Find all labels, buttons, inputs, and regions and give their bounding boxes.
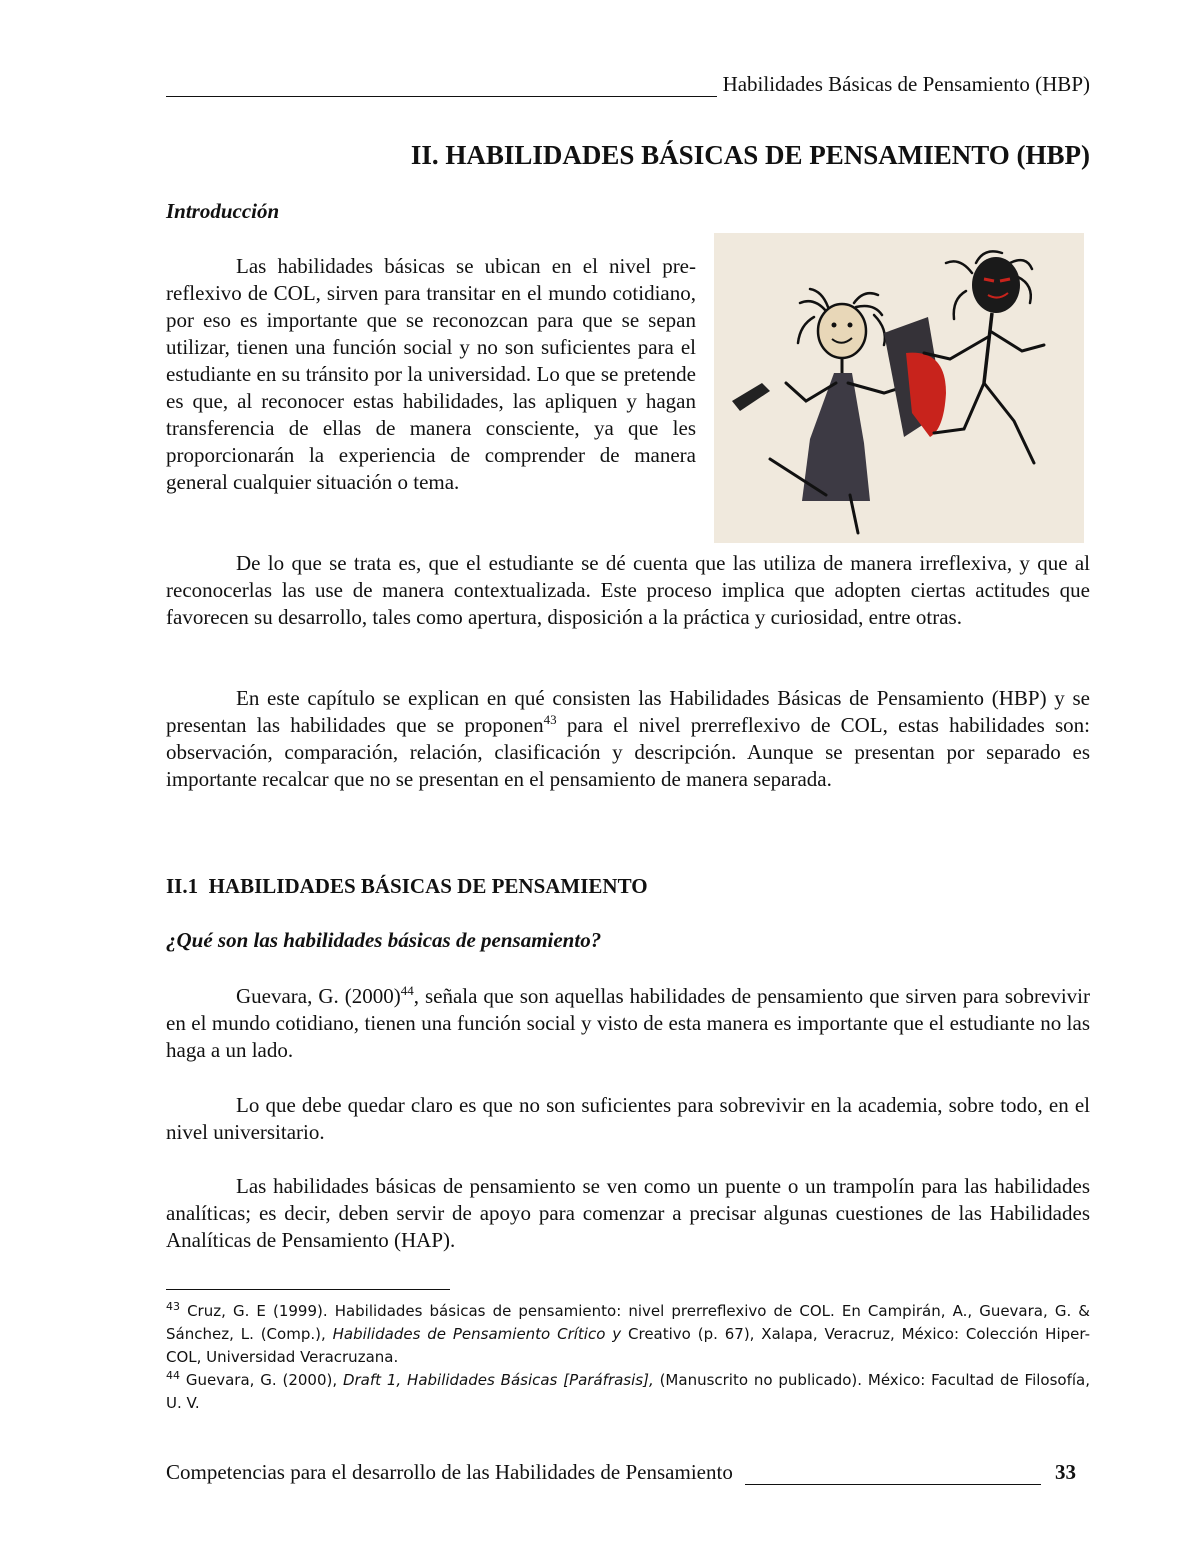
footer-title: Competencias para el desarrollo de las Habilidades de Pensamiento — [166, 1460, 733, 1484]
footnote-44 — [166, 1369, 1090, 1415]
paragraph-6: Las habilidades básicas de pensamiento se ven como un puente o un trampolín para las habilidades analíticas; es decir, deben servir de apoyo para comenzar a precisar algunas cuestiones de las Habilidades Analíticas de Pensamiento (HAP). — [166, 1174, 1090, 1252]
footnote-ref-43[interactable]: 43 — [543, 712, 557, 727]
footnote-text-cont: Creativo (p. 67), Xalapa, Veracruz, México: Colección Hiper-COL, Universidad Veracruzana. — [166, 1325, 1090, 1366]
footnote-title: Draft 1, Habilidades Básicas [Paráfrasis], — [342, 1371, 654, 1389]
running-footer — [166, 1460, 1076, 1485]
chapter-title: II. HABILIDADES BÁSICAS DE PENSAMIENTO (HBP) — [410, 140, 1090, 170]
footnote-number: 43 — [166, 1300, 180, 1313]
paragraph-3-text-cont: para el nivel prerreflexivo de COL, estas habilidades son: observación, comparación, relación, clasificación y descripción. Aunque se presentan por separado es importante recalcar que no se presentan en el pensamiento de manera separada. — [166, 713, 1090, 791]
footnote-text: Guevara, G. (2000), — [180, 1371, 343, 1389]
paragraph-5: Lo que debe quedar claro es que no son suficientes para sobrevivir en la academia, sobre todo, en el nivel universitario. — [166, 1093, 1090, 1144]
footnote-title: Habilidades de Pensamiento Crítico y — [332, 1325, 622, 1343]
running-header — [166, 72, 1090, 97]
footnote-number: 44 — [166, 1369, 180, 1382]
paragraph-4-text-cont: , señala que son aquellas habilidades de pensamiento que sirven para sobrevivir en el mundo cotidiano, tienen una función social y visto de esta manera es importante que el estudiante no las haga a un lado. — [166, 984, 1090, 1062]
sub-heading: ¿Qué son las habilidades básicas de pensamiento? — [166, 928, 602, 952]
footnote-text-cont: (Manuscrito no publicado). México: Facultad de Filosofía, U. V. — [166, 1371, 1091, 1412]
paragraph-3-text: En este capítulo se explican en qué consisten las Habilidades Básicas de Pensamiento (HBP) y se presentan las habilidades que se proponen — [166, 686, 1090, 737]
footnote-ref-44[interactable]: 44 — [400, 983, 414, 998]
intro-heading: Introducción — [166, 199, 280, 223]
footnote-text: Cruz, G. E (1999). Habilidades básicas de pensamiento: nivel prerreflexivo de COL. En Campirán, A., Guevara, G. & Sánchez, L. (Comp.), — [166, 1302, 1090, 1343]
paragraph-intro: Las habilidades básicas se ubican en el nivel pre-reflexivo de COL, sirven para transitar en el mundo cotidiano, por eso es importante que se reconozcan para que se sepan utilizar, tienen una función social y no son suficientes para el estudiante en su tránsito por la universidad. Lo que se pretende es que, al reconocer estas habilidades, las apliquen y hagan transferencia de ellas de manera consciente, ya que les proporcionarán la experiencia de comprender de manera general cualquier situación o tema. — [166, 254, 696, 494]
paragraph-4 — [166, 983, 1090, 1064]
paragraph-2: De lo que se trata es, que el estudiante se dé cuenta que las utiliza de manera irreflexiva, y que al reconocerlas las use de manera contextualizada. Este proceso implica que adopten ciertas actitudes que favorecen su desarrollo, tales como apertura, disposición a la práctica y curiosidad, entre otras. — [166, 551, 1090, 629]
stick-figures-illustration — [714, 233, 1084, 543]
page-number: 33 — [1055, 1460, 1076, 1484]
header-title: Habilidades Básicas de Pensamiento (HBP) — [722, 72, 1090, 96]
paragraph-3 — [166, 685, 1090, 793]
header-rule — [166, 80, 717, 97]
footnote-divider — [166, 1289, 450, 1290]
footer-rule — [745, 1468, 1041, 1485]
paragraph-4-text: Guevara, G. (2000) — [236, 984, 401, 1008]
footnote-43 — [166, 1300, 1090, 1369]
section-heading: II.1 HABILIDADES BÁSICAS DE PENSAMIENTO — [166, 874, 648, 898]
